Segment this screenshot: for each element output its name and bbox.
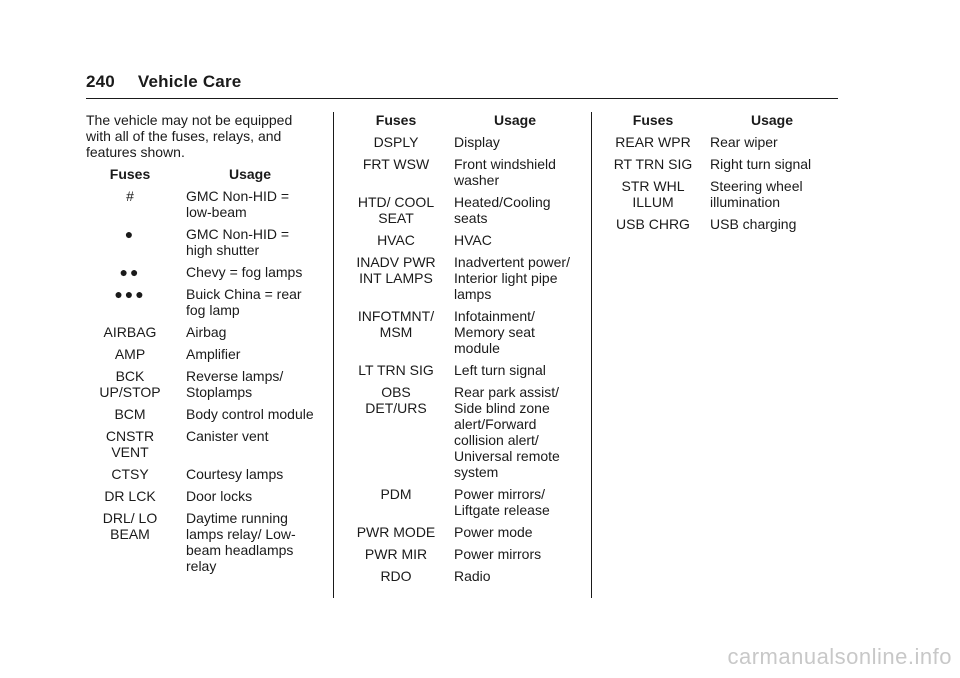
fuse-usage: Steering wheel illumination [710,178,803,210]
fuse-usage: GMC Non-HID = low-beam [186,188,290,220]
fuse-name: AIRBAG [103,324,157,340]
table-row [350,156,576,194]
header-rule [86,98,838,99]
table-row [350,254,576,308]
usage-header: Usage [750,112,794,128]
fuse-usage: Amplifier [186,346,241,362]
fuse-usage: Door locks [186,488,253,504]
watermark: carmanualsonline.info [727,644,952,669]
section-title: Vehicle Care [137,72,242,91]
table-header-row [350,112,576,134]
fuse-usage: Inadvertent power/ Interior light pipe lamps [454,254,570,302]
usage-header: Usage [228,166,272,182]
fuse-name: ●● [119,264,141,280]
fuse-table-3 [608,112,834,238]
table-row [86,324,314,346]
table-row [86,346,314,368]
fuse-usage: GMC Non-HID = high shutter [186,226,290,258]
page-number: 240 [86,72,115,91]
table-row [608,156,834,178]
fuse-usage: Display [454,134,500,150]
fuse-usage: Chevy = fog lamps [186,264,303,280]
fuse-usage: HVAC [454,232,492,248]
fuse-table-body [350,134,576,590]
fuse-name: BCM [114,406,146,422]
table-row [350,384,576,486]
table-row [608,178,834,216]
fuse-usage: Body control module [186,406,314,422]
usage-header: Usage [493,112,537,128]
fuse-usage: Infotainment/ Memory seat module [454,308,535,356]
table-row [350,362,576,384]
table-row [86,488,314,510]
fuse-usage: Power mode [454,524,533,540]
page-header [86,72,241,92]
table-row [350,568,576,590]
fuse-name: ●●● [114,286,146,302]
fuse-table-2 [350,112,576,590]
fuse-usage: Daytime running lamps relay/ Low-beam headlamps relay [186,510,296,574]
table-row [86,428,314,466]
fuse-usage: USB charging [710,216,797,232]
fuse-name: HVAC [377,232,415,248]
fuse-name: AMP [114,346,146,362]
fuse-name: OBS DET/URS [365,384,427,416]
fuse-name: HTD/ COOL SEAT [357,194,435,226]
fuses-header: Fuses [375,112,417,128]
fuse-usage: Right turn signal [710,156,812,172]
fuses-header: Fuses [632,112,674,128]
table-row [86,188,314,226]
fuse-name: LT TRN SIG [358,362,434,378]
table-row [350,232,576,254]
fuses-header: Fuses [109,166,151,182]
table-header-row [608,112,834,134]
fuse-name: INFOTMNT/ MSM [357,308,435,340]
table-row [86,466,314,488]
fuse-usage: Power mirrors [454,546,542,562]
column-divider-1 [333,112,334,598]
table-row [608,134,834,156]
fuse-name: RT TRN SIG [613,156,693,172]
fuse-name: PWR MODE [356,524,436,540]
table-row [608,216,834,238]
fuse-name: PDM [380,486,412,502]
column-divider-2 [591,112,592,598]
fuse-name: PWR MIR [364,546,428,562]
table-row [350,486,576,524]
fuse-usage: Heated/Cooling seats [454,194,551,226]
fuse-name: DR LCK [104,488,156,504]
table-row [86,226,314,264]
fuse-name: ● [124,226,136,242]
fuse-usage: Buick China = rear fog lamp [186,286,302,318]
fuse-name: REAR WPR [615,134,691,150]
column-2 [350,112,576,590]
fuse-usage: Courtesy lamps [186,466,284,482]
fuse-name: INADV PWR INT LAMPS [356,254,436,286]
fuse-usage: Radio [454,568,491,584]
table-row [86,510,314,580]
fuse-usage: Front windshield washer [454,156,556,188]
table-row [86,368,314,406]
fuse-usage: Power mirrors/ Liftgate release [454,486,550,518]
fuse-name: BCK UP/STOP [99,368,161,400]
fuse-usage: Rear wiper [710,134,778,150]
fuse-usage: Rear park assist/ Side blind zone alert/Forward collision alert/ Universal remote system [454,384,560,480]
fuse-table-body [608,134,834,238]
fuse-usage: Reverse lamps/ Stoplamps [186,368,284,400]
fuse-name: DSPLY [373,134,419,150]
column-1 [86,112,316,580]
intro-text: The vehicle may not be equipped with all of the fuses, relays, and features shown. [86,112,293,160]
table-row [350,524,576,546]
fuse-table-body [86,188,314,580]
fuse-name: STR WHL ILLUM [621,178,685,210]
table-row [350,134,576,156]
fuse-name: DRL/ LO BEAM [102,510,158,542]
fuse-name: FRT WSW [362,156,430,172]
table-row [86,264,314,286]
table-row [350,194,576,232]
table-row [350,308,576,362]
table-row [86,406,314,428]
fuse-table-1 [86,166,314,580]
column-3 [608,112,834,238]
table-row [86,286,314,324]
fuse-name: RDO [380,568,412,584]
fuse-usage: Canister vent [186,428,269,444]
fuse-name: CTSY [111,466,149,482]
fuse-usage: Left turn signal [454,362,546,378]
table-header-row [86,166,314,188]
table-row [350,546,576,568]
fuse-name: CNSTR VENT [105,428,155,460]
fuse-name: # [126,188,134,204]
fuse-name: USB CHRG [616,216,690,232]
fuse-usage: Airbag [186,324,227,340]
